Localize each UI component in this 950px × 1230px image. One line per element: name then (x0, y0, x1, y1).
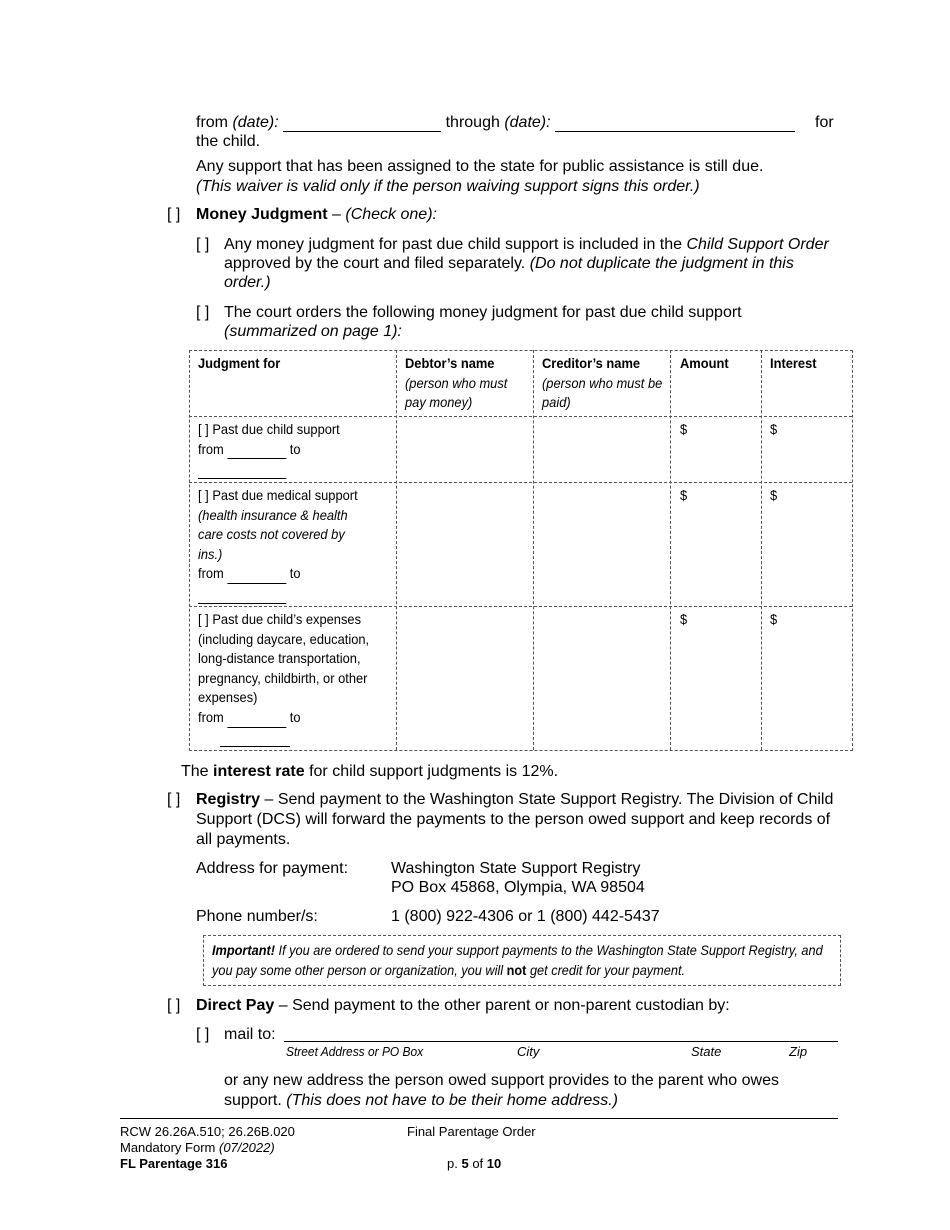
header-amount: Amount (680, 355, 729, 371)
registry-checkbox[interactable]: [ ] (167, 791, 181, 808)
from-date-field[interactable] (283, 131, 441, 132)
from-field[interactable] (227, 583, 286, 584)
mail-address-field[interactable] (284, 1041, 838, 1042)
page-total: 10 (486, 1156, 502, 1171)
from-label: from (198, 440, 224, 457)
new-address-note: (This does not have to be their home address.) (286, 1092, 618, 1109)
footer-title: Final Parentage Order (407, 1124, 536, 1139)
table-row (198, 610, 387, 747)
to-field[interactable] (220, 746, 290, 747)
through-date-field[interactable] (555, 131, 795, 132)
from-label: from (196, 114, 228, 131)
direct-pay-title: Direct Pay (196, 997, 275, 1014)
important-notice (212, 941, 831, 980)
address-line2: PO Box 45868, Olympia, WA 98504 (391, 879, 645, 896)
header-interest: Interest (770, 355, 817, 371)
footer-date: (07/2022) (219, 1140, 275, 1155)
direct-pay-text: – Send payment to the other parent or non-parent custodian by: (278, 997, 730, 1014)
amount-cell[interactable]: $ (680, 421, 688, 437)
table-row (198, 420, 387, 479)
from-label: from (198, 708, 224, 725)
phone-value: 1 (800) 922-4306 or 1 (800) 442-5437 (391, 908, 660, 925)
row-divider (189, 606, 852, 607)
through-date-hint: (date): (504, 114, 551, 131)
col-divider (761, 350, 762, 750)
check-one-note: (Check one): (345, 206, 437, 223)
important-text-a: If you are ordered to send your support payments to the Washington State Support Registry, and you pay some other person or organization, you will (212, 942, 823, 978)
table-row (198, 486, 387, 604)
opt2-text: The court orders the following money judgment for past due child support (224, 304, 742, 321)
to-field[interactable] (198, 478, 286, 479)
money-judgment-heading (196, 205, 437, 224)
money-judgment-opt2-text (224, 303, 836, 341)
through-label: through (445, 114, 500, 131)
mail-to-label: mail to: (224, 1026, 276, 1043)
page-of: of (472, 1156, 484, 1171)
opt1-text-a: Any money judgment for past due child support is included in the (224, 236, 683, 253)
header-debtor (405, 354, 529, 413)
mail-to-checkbox[interactable]: [ ] (196, 1026, 210, 1043)
footer-left (120, 1124, 295, 1172)
registry-description: – Send payment to the Washington State Support Registry. The Division of Child Support (DCS) will forward the payments to the person owed support and keep records of all payments. (196, 791, 834, 848)
col-divider (396, 350, 397, 750)
for-label: for (815, 114, 834, 131)
from-field[interactable] (227, 458, 286, 459)
interest-rate-post: for child support judgments is 12%. (309, 763, 559, 780)
important-not: not (506, 961, 527, 978)
page-prefix: p. (447, 1156, 458, 1171)
state-hint: State (691, 1044, 722, 1059)
money-judgment-opt1-checkbox[interactable]: [ ] (196, 236, 210, 253)
important-label: Important! (212, 942, 275, 958)
header-creditor (542, 354, 666, 413)
new-address-text (224, 1071, 836, 1111)
interest-rate-pre: The (181, 763, 209, 780)
footer-mandatory (120, 1140, 295, 1156)
dash: – (332, 206, 341, 223)
interest-rate-text (181, 762, 558, 781)
zip-hint: Zip (789, 1044, 808, 1059)
footer-rule (120, 1118, 838, 1119)
interest-rate-bold: interest rate (213, 763, 305, 780)
header-creditor-label: Creditor’s name (542, 355, 641, 371)
col-divider (533, 350, 534, 750)
footer-page-number (447, 1156, 501, 1172)
from-label: from (198, 565, 224, 582)
new-address-main: or any new address the person owed support provides to the parent who owes support. (224, 1072, 779, 1109)
street-hint: Street Address or PO Box (286, 1044, 424, 1059)
row-checkbox-label[interactable]: [ ] Past due medical support (198, 487, 358, 503)
address-line1: Washington State Support Registry (391, 860, 641, 877)
money-judgment-opt1-text (224, 235, 836, 292)
waiver-valid-note: (This waiver is valid only if the person waiving support signs this order.) (196, 178, 700, 195)
header-judgment-for: Judgment for (198, 355, 281, 371)
row-checkbox-label[interactable]: [ ] Past due child’s expenses (198, 611, 362, 627)
important-text-b: get credit for your payment. (529, 961, 686, 978)
interest-cell[interactable]: $ (770, 487, 778, 503)
header-debtor-label: Debtor’s name (405, 355, 495, 371)
direct-pay-heading (196, 996, 730, 1015)
registry-title: Registry (196, 791, 261, 808)
city-hint: City (517, 1044, 540, 1059)
opt1-text-italic: Child Support Order (686, 236, 829, 253)
row-checkbox-label[interactable]: [ ] Past due child support (198, 421, 340, 437)
footer-mandatory-label: Mandatory Form (120, 1140, 216, 1155)
phone-label: Phone number/s: (196, 908, 318, 925)
page-num: 5 (461, 1156, 469, 1171)
address-label: Address for payment: (196, 860, 349, 877)
from-field[interactable] (227, 727, 286, 728)
row-divider (189, 416, 852, 417)
interest-cell[interactable]: $ (770, 421, 778, 437)
direct-pay-checkbox[interactable]: [ ] (167, 997, 181, 1014)
footer-rcw: RCW 26.26A.510; 26.26B.020 (120, 1124, 295, 1139)
from-date-hint: (date): (232, 114, 279, 131)
money-judgment-opt2-checkbox[interactable]: [ ] (196, 304, 210, 321)
to-label: to (289, 708, 301, 725)
amount-cell[interactable]: $ (680, 611, 688, 627)
row-divider (189, 482, 852, 483)
header-creditor-note: (person who must be paid) (542, 374, 663, 411)
money-judgment-title: Money Judgment (196, 206, 328, 223)
footer-form-id: FL Parentage 316 (120, 1156, 228, 1171)
opt1-text-b: approved by the court and filed separately. (224, 255, 526, 272)
registry-text (196, 790, 841, 850)
header-debtor-note: (person who must pay money) (405, 374, 508, 411)
waiver-dates-line (196, 113, 836, 132)
row-note: (including daycare, education, long-distance transportation, pregnancy, childbirth, or other expenses) (198, 630, 370, 706)
row-note: (health insurance & health care costs not covered by ins.) (198, 506, 348, 562)
to-label: to (289, 440, 301, 457)
still-due-text: Any support that has been assigned to the state for public assistance is still due. (196, 158, 764, 175)
the-child-text: the child. (196, 133, 261, 150)
to-field[interactable] (198, 603, 286, 604)
interest-cell[interactable]: $ (770, 611, 778, 627)
opt2-note: (summarized on page 1): (224, 323, 402, 340)
to-label: to (289, 565, 301, 582)
amount-cell[interactable]: $ (680, 487, 688, 503)
money-judgment-checkbox[interactable]: [ ] (167, 206, 181, 223)
col-divider (670, 350, 671, 750)
opt1-note: (Do not duplicate the judgment in this order.) (224, 255, 794, 291)
